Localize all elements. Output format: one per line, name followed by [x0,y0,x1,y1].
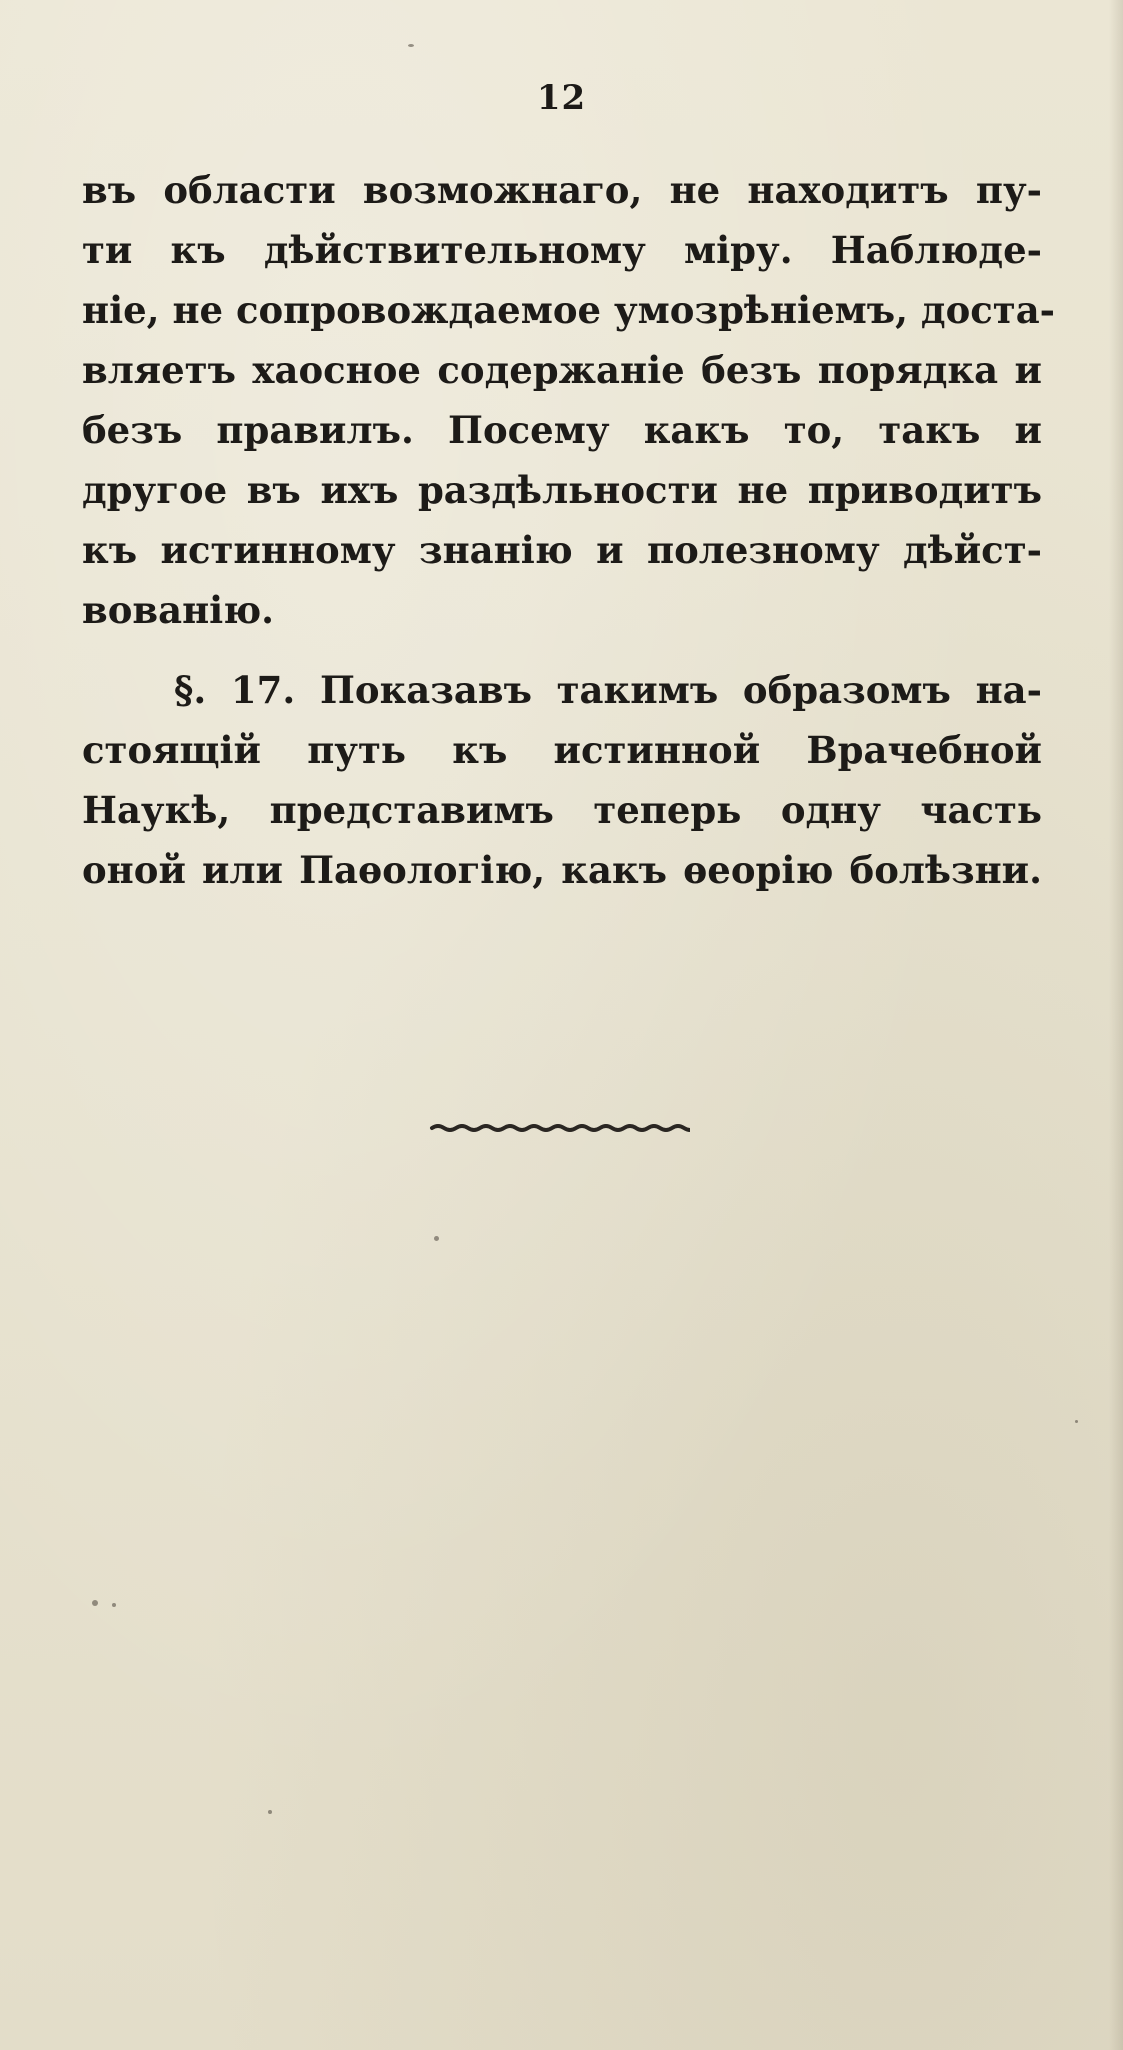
text-line: въ области возможнаго, не находитъ пу- [82,168,1042,212]
paper-speck [434,1236,439,1241]
text-line: ніе, не сопровождаемое умозрѣніемъ, доста- [82,288,1056,332]
body-text [82,160,1056,900]
text-line: ти къ дѣйствительному міру. Наблюде- [82,228,1042,272]
page-edge-shadow [1109,0,1123,2050]
ornamental-rule [428,1122,690,1134]
paragraph-1 [82,160,1056,640]
paper-speck [268,1810,272,1814]
text-line: §. 17. Показавъ такимъ образомъ на- [174,668,1042,712]
text-line: другое въ ихъ раздѣльности не приводитъ [82,468,1042,512]
text-line: вляетъ хаосное содержаніе безъ порядка и [82,348,1042,392]
paper-speck [92,1600,98,1606]
text-line: безъ правилъ. Посему какъ то, такъ и [82,408,1042,452]
text-line: вованію. [82,588,275,632]
text-line: Наукѣ, представимъ теперь одну часть [82,788,1042,832]
text-line: стоящій путь къ истинной Врачебной [82,728,1042,772]
text-line: оной или Паѳологію, какъ ѳеорію болѣзни. [82,848,1042,892]
paper-speck [408,44,414,47]
text-line: къ истинному знанію и полезному дѣйст- [82,528,1042,572]
page-number: 12 [536,78,587,118]
paragraph-2 [82,660,1042,900]
paper-speck [1075,1420,1078,1423]
paper-speck [112,1603,116,1607]
